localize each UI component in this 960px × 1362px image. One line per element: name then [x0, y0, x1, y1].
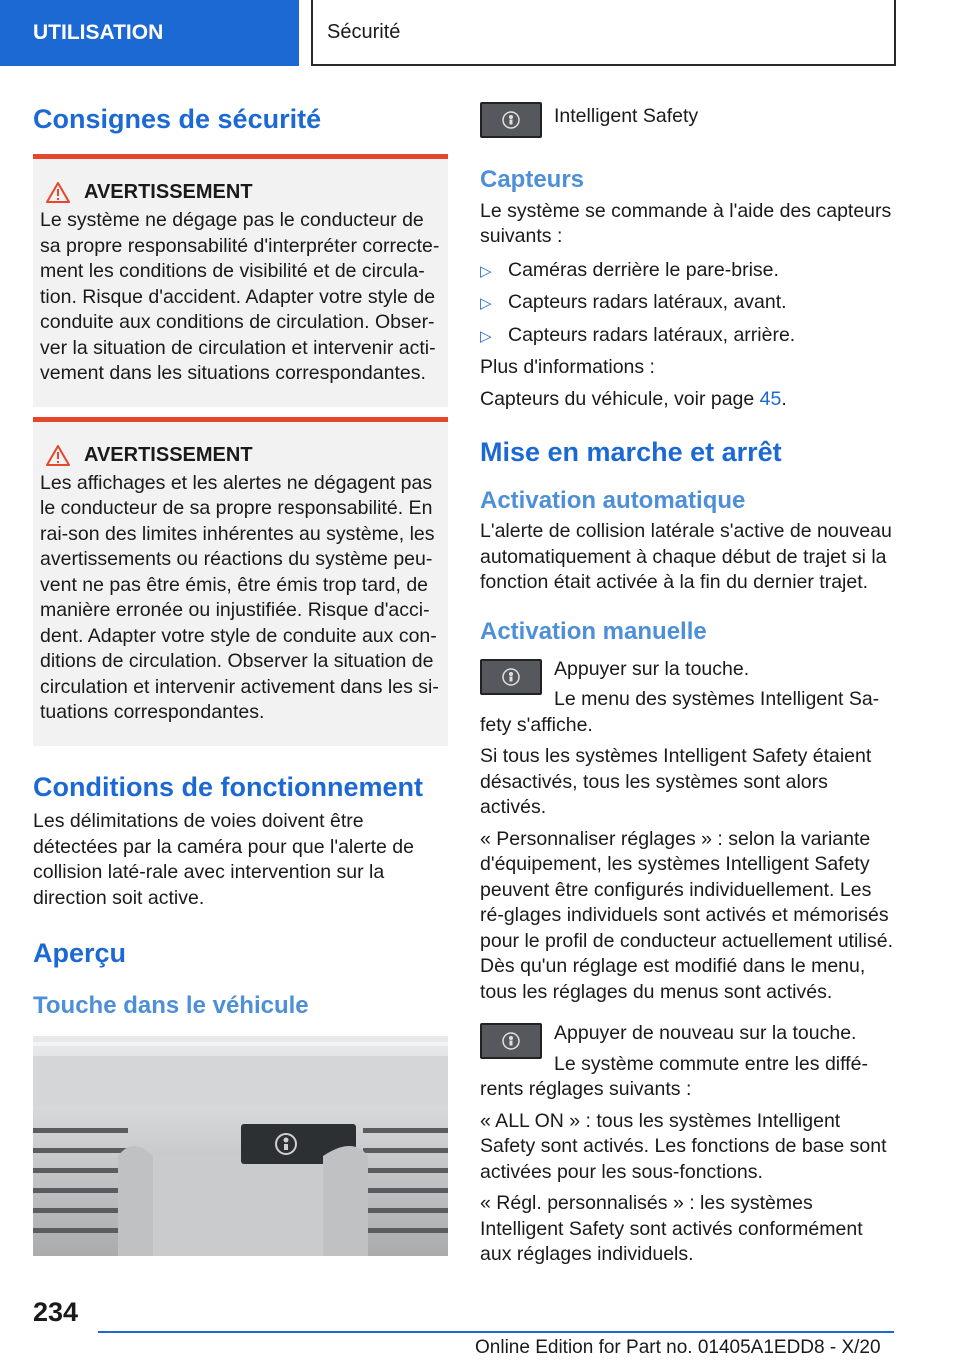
bullet-triangle-icon: ▷ [480, 295, 492, 313]
para-2: « Personnaliser réglages » : selon la variante d'équipement, les systèmes Intelligent Safety peuvent être configurés individuellement. Les ré-glages individuels sont activés et mémorisés pour le profil de conducteur actuellement utilisé. Dès qu'un réglage est modifié dans le menu, tous les réglages du menus sont activés. [480, 827, 893, 1003]
conditions-text: Les délimitations de voies doivent être détectées par la caméra pour que l'alerte de collision laté-rale avec intervention sur la direction soit active. [33, 810, 414, 909]
page-link[interactable]: 45 [759, 387, 782, 410]
heading-conditions: Conditions de fonctionnement [33, 771, 423, 802]
warning-label: AVERTISSEMENT [84, 443, 253, 466]
heading-apercu: Aperçu [33, 938, 127, 969]
bullet-triangle-icon: ▷ [480, 327, 492, 345]
see-page-line [480, 387, 897, 413]
dashboard-illustration [33, 1036, 448, 1256]
heading-touche: Touche dans le véhicule [33, 991, 309, 1019]
list-item [480, 258, 897, 284]
heading-safety: Consignes de sécurité [33, 104, 322, 134]
press-text-2: Appuyer de nouveau sur la touche. [554, 1022, 857, 1045]
menu-line: Le menu des systèmes Intelligent Sa- [554, 688, 880, 711]
bullet-triangle-icon: ▷ [480, 262, 492, 280]
heading-mise-en-marche: Mise en marche et arrêt [480, 437, 782, 468]
warning-box-1 [33, 154, 448, 407]
footer-edition: Online Edition for Part no. 01405A1EDD8 - X/20 [475, 1337, 881, 1358]
section-tab[interactable] [0, 0, 299, 66]
warning-header [40, 181, 441, 204]
list-item [480, 323, 897, 349]
warning-text: Le système ne dégage pas le conducteur de sa propre responsabilité d'interpréter correcte-ment les conditions de visibilité et de circula-tion. Risque d'accident. Adapter votre style de conduite aux conditions de circulation. Obser-ver la situation de circulation et intervenir acti-vement dans les situations correspondantes. [40, 209, 440, 385]
see-page-suffix: . [781, 387, 787, 410]
intelligent-safety-button-icon [480, 1023, 542, 1059]
warning-box-2 [33, 417, 448, 746]
heading-activation-auto: Activation automatique [480, 486, 746, 514]
menu-line-2: fety s'affiche. [480, 713, 593, 736]
list-item-text: Caméras derrière le pare-brise. [508, 258, 779, 281]
heading-capteurs: Capteurs [480, 166, 585, 193]
auto-text: L'alerte de collision latérale s'active de nouveau automatiquement à chaque début de trajet si la fonction était activée à la fin du dernier trajet. [480, 520, 892, 594]
page-number: 234 [33, 1297, 79, 1327]
list-item [480, 290, 897, 316]
header-title-text: Sécurité [327, 20, 401, 43]
left-column [33, 95, 448, 1256]
warning-header [40, 444, 441, 467]
footer-divider [98, 1331, 894, 1333]
see-page-prefix: Capteurs du véhicule, voir page [480, 387, 760, 410]
warning-triangle-icon [46, 182, 70, 203]
warning-label: AVERTISSEMENT [84, 181, 253, 204]
para-3: « ALL ON » : tous les systèmes Intelligent Safety sont activés. Les fonctions de base sont activées pour les sous-fonctions. [480, 1109, 887, 1183]
capteurs-intro: Le système se commande à l'aide des capteurs suivants : [480, 199, 892, 248]
right-column [480, 100, 897, 1268]
para-4: « Régl. personnalisés » : les systèmes Intelligent Safety sont activés conformément aux réglages individuels. [480, 1192, 863, 1266]
page-header-title [311, 0, 896, 66]
vehicle-button-photo [33, 1036, 448, 1256]
warning-triangle-icon [46, 445, 70, 466]
list-item-text: Capteurs radars latéraux, avant. [508, 291, 787, 314]
press-button-row-2 [480, 1021, 897, 1077]
switch-line: Le système commute entre les diffé- [554, 1052, 868, 1075]
intelligent-safety-label: Intelligent Safety [554, 105, 699, 127]
para-1: Si tous les systèmes Intelligent Safety étaient désactivés, tous les systèmes sont alors activés. [480, 745, 872, 819]
list-item-text: Capteurs radars latéraux, arrière. [508, 323, 796, 346]
warning-text: Les affichages et les alertes ne dégagent pas le conducteur de sa propre responsabilité. En rai-son des limites inhérentes au système, les avertissements ou réactions du système peu-vent ne pas être émis, être émis trop tard, de manière erronée ou injustifiée. Risque d'acci-dent. Adapter votre style de conduite aux con-ditions de circulation. Observer la situation de circulation et intervenir activement dans les si-tuations correspondantes. [40, 471, 439, 724]
plus-info: Plus d'informations : [480, 356, 655, 379]
intelligent-safety-button-icon [480, 659, 542, 695]
intelligent-safety-button-icon [480, 102, 542, 138]
heading-activation-manuelle: Activation manuelle [480, 617, 707, 645]
switch-line-2: rents réglages suivants : [480, 1078, 692, 1101]
press-button-row-1 [480, 657, 897, 713]
press-text-1: Appuyer sur la touche. [554, 657, 750, 680]
intelligent-safety-row [480, 100, 897, 138]
section-label: UTILISATION [33, 21, 164, 44]
